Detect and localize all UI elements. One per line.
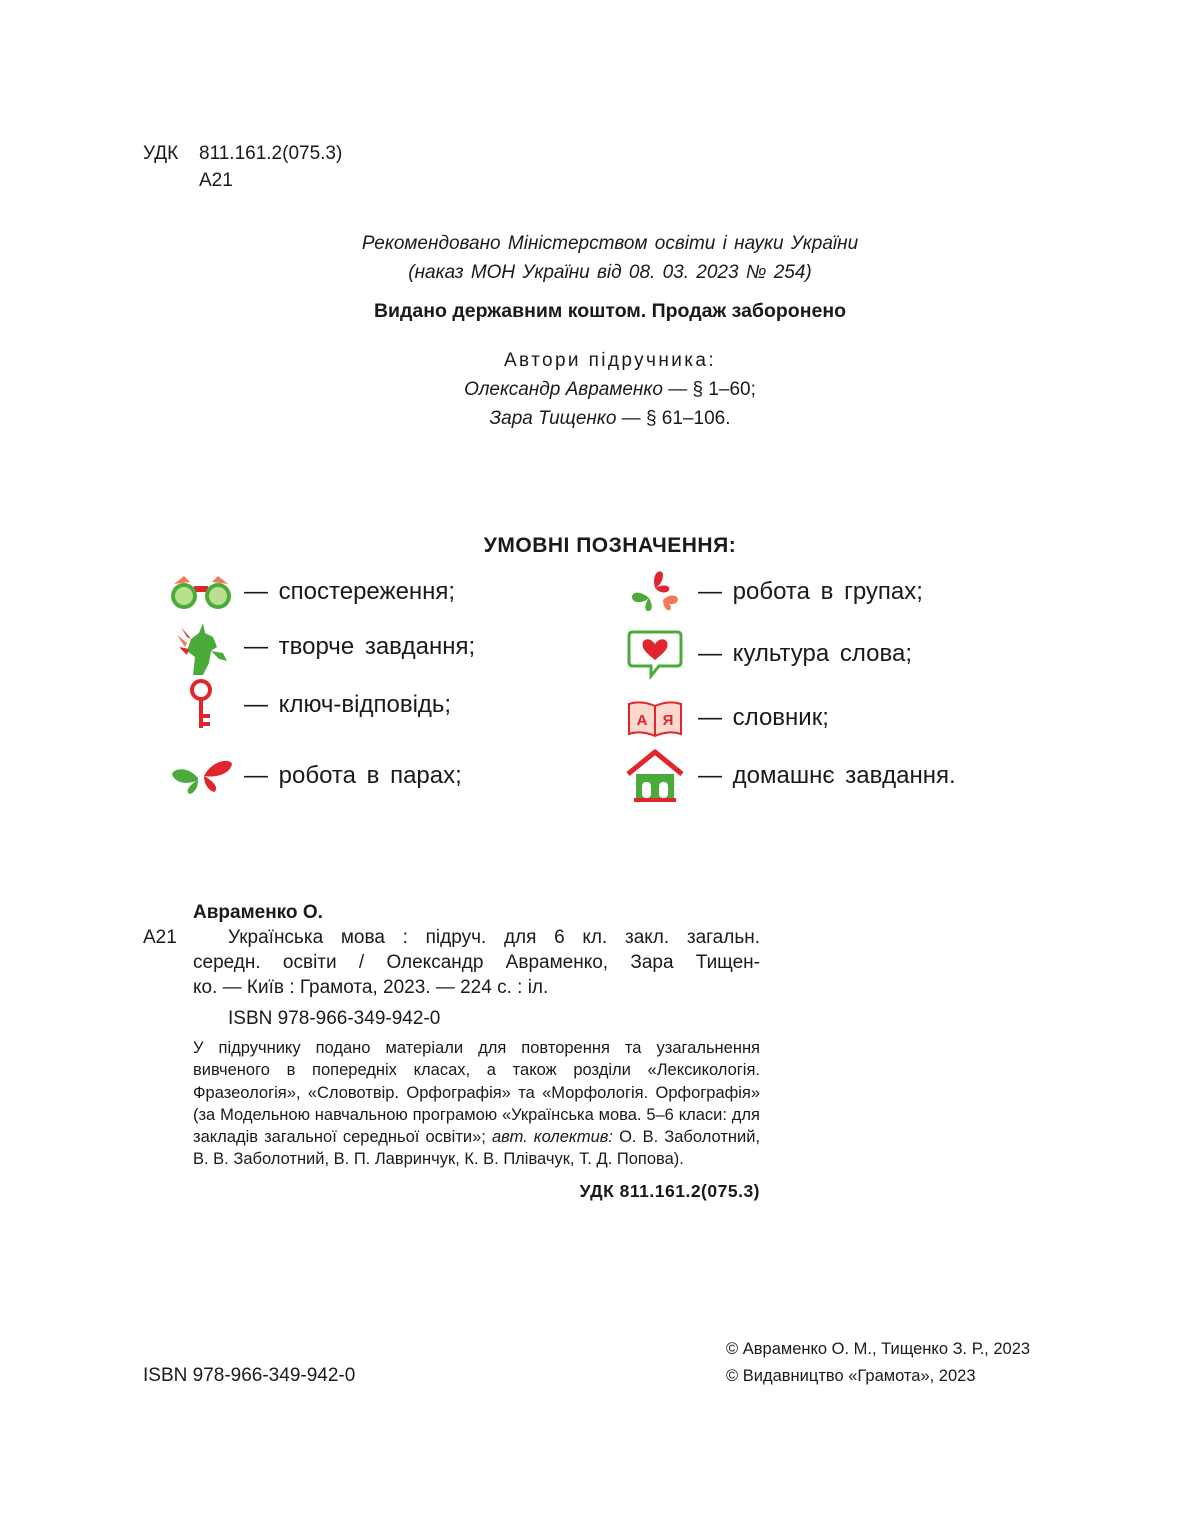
biblio-annotation <box>143 1037 760 1171</box>
copyright-block <box>726 1336 1030 1390</box>
biblio-author: Авраменко О. <box>193 902 323 923</box>
annotation-text-part2: О. В. Заболотний, В. В. Заболотний, В. П. Лавринчук, К. В. Плівачук, Т. Д. Попова). <box>193 1128 761 1169</box>
udk-code: 811.161.2(075.3) <box>199 143 343 164</box>
legend-label-dictionary: — словник; <box>698 704 829 731</box>
legend-label-culture: — культура слова; <box>698 640 913 667</box>
author1-name: Олександр Авраменко <box>464 379 663 400</box>
biblio-index: А21 <box>143 927 177 948</box>
legend-item-key <box>166 677 451 733</box>
dictionary-book-icon <box>620 690 690 746</box>
biblio-title-line2: середн. освіти / Олександр Авраменко, Зара Тищен- <box>193 952 760 973</box>
binoculars-icon <box>166 564 236 620</box>
recommendation-line1: Рекомендовано Міністерством освіти і науки України <box>361 233 859 254</box>
biblio-isbn: ISBN 978-966-349-942-0 <box>228 1008 441 1029</box>
legend-item-homework <box>620 748 956 804</box>
house-icon <box>620 748 690 804</box>
copyright-publisher: © Видавництво «Грамота», 2023 <box>726 1367 976 1385</box>
unicorn-icon <box>166 619 236 675</box>
udk-label: УДК <box>143 143 179 164</box>
legend-item-creative <box>166 619 475 675</box>
biblio-title-line1: Українська мова : підруч. для 6 кл. закл. загальн. <box>228 927 760 948</box>
author2-range: — § 61–106. <box>616 408 731 429</box>
legend-label-key: — ключ-відповідь; <box>244 691 452 718</box>
svg-text:Я: Я <box>662 712 674 729</box>
butterflies-pair-icon <box>166 748 236 804</box>
authors-block <box>0 346 1190 433</box>
recommendation-line2: (наказ МОН України від 08. 03. 2023 № 254) <box>408 262 812 283</box>
isbn-footer: ISBN 978-966-349-942-0 <box>143 1365 356 1386</box>
biblio-udk: УДК 811.161.2(075.3) <box>579 1180 760 1201</box>
bibliographic-record <box>143 900 760 1204</box>
not-for-sale-notice: Видано державним коштом. Продаж заборонено <box>373 300 847 322</box>
legend-item-culture <box>620 626 912 682</box>
legend-label-observation: — спостереження; <box>244 578 456 605</box>
legend-label-pairs: — робота в парах; <box>244 762 462 789</box>
author2-name: Зара Тищенко <box>489 408 617 429</box>
key-icon <box>166 677 236 733</box>
legend-label-groups: — робота в групах; <box>698 578 923 605</box>
legend-title: УМОВНІ ПОЗНАЧЕННЯ: <box>483 534 737 557</box>
heart-speech-icon <box>620 626 690 682</box>
legend-item-groups <box>620 564 923 620</box>
legend-item-observation <box>166 564 455 620</box>
copyright-authors: © Авраменко О. М., Тищенко З. Р., 2023 <box>726 1340 1031 1358</box>
recommendation <box>0 229 1190 287</box>
legend-label-homework: — домашнє завдання. <box>698 762 956 789</box>
svg-text:А: А <box>636 712 648 729</box>
legend-label-creative: — творче завдання; <box>244 633 476 660</box>
biblio-title-line3: ко. — Київ : Грамота, 2023. — 224 с. : іл. <box>193 977 549 998</box>
authors-heading: Автори підручника: <box>503 350 717 371</box>
udk-header <box>143 140 342 194</box>
author-index: А21 <box>199 170 233 191</box>
annotation-text-part1: У підручнику подано матеріали для повторення та узагальнення вивченого в попередніх класах, а також розділи «Лексикологія. Фразеологія», «Словотвір. Орфографія» та «Морфологія. Орфографія» (за Модельною навчальною програмою «Українська мова. 5–6 класи: для закладів загальної середньої освіти»; <box>193 1039 760 1147</box>
butterflies-group-icon <box>620 564 690 620</box>
author1-range: — § 1–60; <box>662 379 756 400</box>
legend-item-pairs <box>166 748 462 804</box>
legend-item-dictionary <box>620 690 829 746</box>
annotation-italic: авт. колектив: <box>491 1128 613 1147</box>
